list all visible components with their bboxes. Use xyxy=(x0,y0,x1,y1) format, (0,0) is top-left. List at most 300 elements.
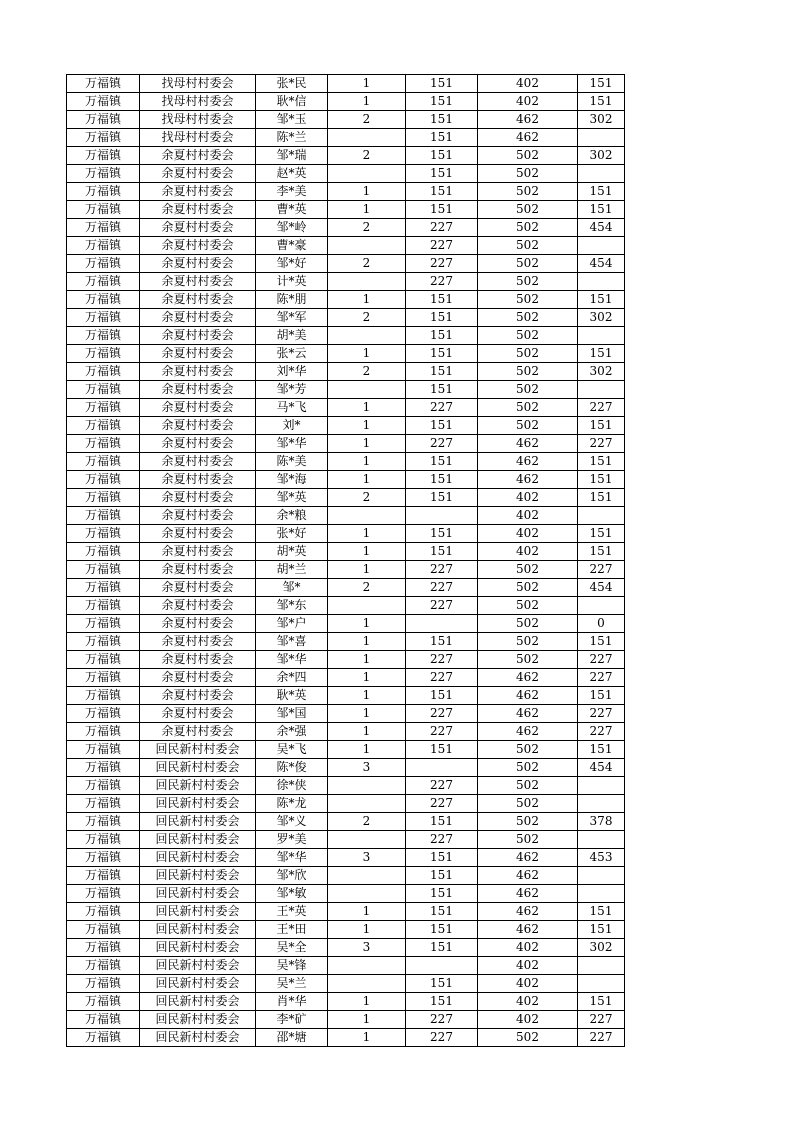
amount-a-cell: 151 xyxy=(406,489,478,507)
village-committee-cell: 余夏村村委会 xyxy=(140,327,256,345)
village-committee-cell: 回民新村村委会 xyxy=(140,867,256,885)
town-cell: 万福镇 xyxy=(67,93,140,111)
total-cell: 151 xyxy=(578,687,625,705)
total-cell xyxy=(578,507,625,525)
town-cell: 万福镇 xyxy=(67,561,140,579)
name-cell: 邹*好 xyxy=(256,255,328,273)
town-cell: 万福镇 xyxy=(67,1011,140,1029)
table-row xyxy=(67,903,625,921)
town-cell: 万福镇 xyxy=(67,327,140,345)
amount-b-cell: 462 xyxy=(478,723,578,741)
amount-b-cell: 462 xyxy=(478,129,578,147)
total-cell: 454 xyxy=(578,579,625,597)
count-cell: 1 xyxy=(328,201,406,219)
total-cell: 454 xyxy=(578,255,625,273)
village-committee-cell: 回民新村村委会 xyxy=(140,885,256,903)
table-row xyxy=(67,633,625,651)
town-cell: 万福镇 xyxy=(67,777,140,795)
amount-a-cell: 151 xyxy=(406,975,478,993)
town-cell: 万福镇 xyxy=(67,867,140,885)
village-committee-cell: 余夏村村委会 xyxy=(140,183,256,201)
village-committee-cell: 找母村村委会 xyxy=(140,75,256,93)
amount-a-cell: 151 xyxy=(406,327,478,345)
town-cell: 万福镇 xyxy=(67,345,140,363)
town-cell: 万福镇 xyxy=(67,579,140,597)
town-cell: 万福镇 xyxy=(67,687,140,705)
amount-a-cell: 151 xyxy=(406,633,478,651)
total-cell: 151 xyxy=(578,183,625,201)
village-committee-cell: 回民新村村委会 xyxy=(140,1029,256,1047)
name-cell: 邹* xyxy=(256,579,328,597)
count-cell: 2 xyxy=(328,489,406,507)
village-committee-cell: 回民新村村委会 xyxy=(140,957,256,975)
total-cell: 454 xyxy=(578,759,625,777)
total-cell: 302 xyxy=(578,111,625,129)
total-cell: 151 xyxy=(578,741,625,759)
total-cell xyxy=(578,885,625,903)
table-row xyxy=(67,957,625,975)
count-cell: 1 xyxy=(328,921,406,939)
town-cell: 万福镇 xyxy=(67,705,140,723)
amount-a-cell: 227 xyxy=(406,219,478,237)
amount-b-cell: 502 xyxy=(478,651,578,669)
amount-b-cell: 502 xyxy=(478,165,578,183)
amount-a-cell: 227 xyxy=(406,1029,478,1047)
amount-b-cell: 462 xyxy=(478,669,578,687)
village-committee-cell: 余夏村村委会 xyxy=(140,453,256,471)
count-cell: 1 xyxy=(328,93,406,111)
village-committee-cell: 余夏村村委会 xyxy=(140,381,256,399)
village-committee-cell: 余夏村村委会 xyxy=(140,615,256,633)
name-cell: 肖*华 xyxy=(256,993,328,1011)
amount-b-cell: 402 xyxy=(478,1011,578,1029)
name-cell: 邹*芳 xyxy=(256,381,328,399)
village-committee-cell: 余夏村村委会 xyxy=(140,633,256,651)
name-cell: 邹*华 xyxy=(256,651,328,669)
town-cell: 万福镇 xyxy=(67,849,140,867)
town-cell: 万福镇 xyxy=(67,939,140,957)
amount-a-cell: 151 xyxy=(406,687,478,705)
table-row xyxy=(67,345,625,363)
amount-b-cell: 502 xyxy=(478,327,578,345)
amount-b-cell: 502 xyxy=(478,777,578,795)
town-cell: 万福镇 xyxy=(67,669,140,687)
amount-a-cell: 227 xyxy=(406,273,478,291)
amount-a-cell: 227 xyxy=(406,795,478,813)
village-committee-cell: 余夏村村委会 xyxy=(140,219,256,237)
count-cell xyxy=(328,777,406,795)
town-cell: 万福镇 xyxy=(67,885,140,903)
amount-a-cell: 151 xyxy=(406,525,478,543)
count-cell: 2 xyxy=(328,255,406,273)
amount-b-cell: 462 xyxy=(478,867,578,885)
count-cell xyxy=(328,957,406,975)
town-cell: 万福镇 xyxy=(67,543,140,561)
name-cell: 邹*欣 xyxy=(256,867,328,885)
town-cell: 万福镇 xyxy=(67,453,140,471)
amount-b-cell: 502 xyxy=(478,759,578,777)
name-cell: 邹*玉 xyxy=(256,111,328,129)
amount-b-cell: 402 xyxy=(478,507,578,525)
table-row xyxy=(67,525,625,543)
total-cell: 151 xyxy=(578,93,625,111)
table-row xyxy=(67,849,625,867)
count-cell: 2 xyxy=(328,219,406,237)
amount-b-cell: 462 xyxy=(478,471,578,489)
name-cell: 邹*岭 xyxy=(256,219,328,237)
amount-a-cell: 151 xyxy=(406,201,478,219)
town-cell: 万福镇 xyxy=(67,435,140,453)
village-committee-cell: 余夏村村委会 xyxy=(140,561,256,579)
count-cell: 2 xyxy=(328,147,406,165)
village-committee-cell: 回民新村村委会 xyxy=(140,759,256,777)
name-cell: 刘* xyxy=(256,417,328,435)
table-row xyxy=(67,795,625,813)
amount-a-cell: 151 xyxy=(406,471,478,489)
amount-b-cell: 462 xyxy=(478,111,578,129)
town-cell: 万福镇 xyxy=(67,759,140,777)
table-row xyxy=(67,273,625,291)
amount-b-cell: 502 xyxy=(478,1029,578,1047)
table-row xyxy=(67,255,625,273)
amount-a-cell: 227 xyxy=(406,723,478,741)
name-cell: 计*英 xyxy=(256,273,328,291)
count-cell xyxy=(328,273,406,291)
town-cell: 万福镇 xyxy=(67,993,140,1011)
village-committee-cell: 回民新村村委会 xyxy=(140,777,256,795)
total-cell: 227 xyxy=(578,435,625,453)
total-cell xyxy=(578,795,625,813)
amount-a-cell: 151 xyxy=(406,75,478,93)
count-cell: 2 xyxy=(328,813,406,831)
count-cell: 1 xyxy=(328,453,406,471)
village-committee-cell: 余夏村村委会 xyxy=(140,255,256,273)
name-cell: 胡*英 xyxy=(256,543,328,561)
total-cell xyxy=(578,597,625,615)
amount-b-cell: 462 xyxy=(478,705,578,723)
town-cell: 万福镇 xyxy=(67,975,140,993)
town-cell: 万福镇 xyxy=(67,255,140,273)
amount-b-cell: 462 xyxy=(478,687,578,705)
village-committee-cell: 回民新村村委会 xyxy=(140,921,256,939)
count-cell: 2 xyxy=(328,111,406,129)
count-cell: 1 xyxy=(328,1011,406,1029)
count-cell xyxy=(328,867,406,885)
amount-a-cell: 151 xyxy=(406,111,478,129)
total-cell: 227 xyxy=(578,723,625,741)
amount-b-cell: 502 xyxy=(478,597,578,615)
name-cell: 余*四 xyxy=(256,669,328,687)
name-cell: 张*好 xyxy=(256,525,328,543)
table-row xyxy=(67,93,625,111)
amount-a-cell: 151 xyxy=(406,129,478,147)
total-cell: 151 xyxy=(578,75,625,93)
name-cell: 邹*户 xyxy=(256,615,328,633)
town-cell: 万福镇 xyxy=(67,957,140,975)
village-committee-cell: 余夏村村委会 xyxy=(140,507,256,525)
name-cell: 吴*全 xyxy=(256,939,328,957)
amount-a-cell: 151 xyxy=(406,903,478,921)
amount-b-cell: 502 xyxy=(478,633,578,651)
village-committee-cell: 余夏村村委会 xyxy=(140,417,256,435)
name-cell: 余*粮 xyxy=(256,507,328,525)
town-cell: 万福镇 xyxy=(67,597,140,615)
name-cell: 赵*英 xyxy=(256,165,328,183)
town-cell: 万福镇 xyxy=(67,147,140,165)
amount-b-cell: 502 xyxy=(478,399,578,417)
total-cell: 151 xyxy=(578,993,625,1011)
amount-a-cell: 151 xyxy=(406,867,478,885)
count-cell xyxy=(328,237,406,255)
count-cell: 1 xyxy=(328,705,406,723)
village-committee-cell: 回民新村村委会 xyxy=(140,903,256,921)
amount-a-cell: 151 xyxy=(406,849,478,867)
amount-a-cell: 151 xyxy=(406,993,478,1011)
total-cell: 227 xyxy=(578,1029,625,1047)
town-cell: 万福镇 xyxy=(67,813,140,831)
amount-a-cell: 227 xyxy=(406,669,478,687)
table-row xyxy=(67,75,625,93)
table-row xyxy=(67,759,625,777)
table-row xyxy=(67,327,625,345)
count-cell: 1 xyxy=(328,183,406,201)
count-cell: 3 xyxy=(328,759,406,777)
town-cell: 万福镇 xyxy=(67,795,140,813)
name-cell: 李*美 xyxy=(256,183,328,201)
village-committee-cell: 余夏村村委会 xyxy=(140,399,256,417)
count-cell: 2 xyxy=(328,363,406,381)
table-row xyxy=(67,921,625,939)
town-cell: 万福镇 xyxy=(67,273,140,291)
town-cell: 万福镇 xyxy=(67,1029,140,1047)
village-committee-cell: 回民新村村委会 xyxy=(140,849,256,867)
table-row xyxy=(67,363,625,381)
name-cell: 陈*美 xyxy=(256,453,328,471)
table-row xyxy=(67,885,625,903)
village-committee-cell: 余夏村村委会 xyxy=(140,471,256,489)
count-cell: 1 xyxy=(328,993,406,1011)
total-cell: 453 xyxy=(578,849,625,867)
total-cell xyxy=(578,867,625,885)
amount-b-cell: 502 xyxy=(478,345,578,363)
table-row xyxy=(67,435,625,453)
count-cell: 1 xyxy=(328,543,406,561)
amount-a-cell: 151 xyxy=(406,417,478,435)
count-cell: 1 xyxy=(328,417,406,435)
total-cell: 302 xyxy=(578,147,625,165)
total-cell: 151 xyxy=(578,201,625,219)
amount-a-cell: 227 xyxy=(406,1011,478,1029)
total-cell: 227 xyxy=(578,1011,625,1029)
count-cell: 1 xyxy=(328,525,406,543)
amount-b-cell: 462 xyxy=(478,903,578,921)
village-committee-cell: 回民新村村委会 xyxy=(140,993,256,1011)
name-cell: 刘*华 xyxy=(256,363,328,381)
count-cell: 1 xyxy=(328,75,406,93)
count-cell xyxy=(328,831,406,849)
town-cell: 万福镇 xyxy=(67,651,140,669)
amount-a-cell: 151 xyxy=(406,543,478,561)
count-cell xyxy=(328,165,406,183)
amount-a-cell xyxy=(406,615,478,633)
name-cell: 邹*海 xyxy=(256,471,328,489)
table-row xyxy=(67,777,625,795)
name-cell: 邹*华 xyxy=(256,435,328,453)
town-cell: 万福镇 xyxy=(67,129,140,147)
amount-a-cell: 151 xyxy=(406,813,478,831)
count-cell: 1 xyxy=(328,633,406,651)
amount-b-cell: 402 xyxy=(478,525,578,543)
name-cell: 李*矿 xyxy=(256,1011,328,1029)
amount-b-cell: 502 xyxy=(478,183,578,201)
amount-b-cell: 502 xyxy=(478,201,578,219)
total-cell xyxy=(578,975,625,993)
total-cell: 151 xyxy=(578,291,625,309)
name-cell: 邹*英 xyxy=(256,489,328,507)
amount-b-cell: 502 xyxy=(478,309,578,327)
table-row xyxy=(67,831,625,849)
count-cell: 1 xyxy=(328,471,406,489)
total-cell: 151 xyxy=(578,633,625,651)
table-row xyxy=(67,237,625,255)
table-row xyxy=(67,471,625,489)
amount-a-cell: 151 xyxy=(406,165,478,183)
total-cell: 227 xyxy=(578,651,625,669)
name-cell: 罗*美 xyxy=(256,831,328,849)
village-committee-cell: 余夏村村委会 xyxy=(140,651,256,669)
table-row xyxy=(67,1029,625,1047)
count-cell: 2 xyxy=(328,309,406,327)
total-cell: 227 xyxy=(578,705,625,723)
amount-a-cell: 151 xyxy=(406,939,478,957)
data-table xyxy=(66,74,625,1047)
amount-b-cell: 502 xyxy=(478,273,578,291)
total-cell xyxy=(578,165,625,183)
village-committee-cell: 余夏村村委会 xyxy=(140,723,256,741)
count-cell: 1 xyxy=(328,903,406,921)
name-cell: 邹*东 xyxy=(256,597,328,615)
amount-b-cell: 402 xyxy=(478,489,578,507)
town-cell: 万福镇 xyxy=(67,633,140,651)
amount-b-cell: 502 xyxy=(478,795,578,813)
total-cell: 151 xyxy=(578,489,625,507)
table-row xyxy=(67,165,625,183)
town-cell: 万福镇 xyxy=(67,489,140,507)
village-committee-cell: 余夏村村委会 xyxy=(140,291,256,309)
count-cell: 1 xyxy=(328,1029,406,1047)
amount-b-cell: 502 xyxy=(478,255,578,273)
town-cell: 万福镇 xyxy=(67,921,140,939)
amount-a-cell: 151 xyxy=(406,921,478,939)
village-committee-cell: 回民新村村委会 xyxy=(140,813,256,831)
table-row xyxy=(67,705,625,723)
name-cell: 耿*英 xyxy=(256,687,328,705)
count-cell: 3 xyxy=(328,849,406,867)
village-committee-cell: 余夏村村委会 xyxy=(140,309,256,327)
table-row xyxy=(67,129,625,147)
total-cell: 151 xyxy=(578,543,625,561)
total-cell xyxy=(578,129,625,147)
total-cell: 151 xyxy=(578,417,625,435)
total-cell xyxy=(578,327,625,345)
amount-b-cell: 502 xyxy=(478,561,578,579)
village-committee-cell: 回民新村村委会 xyxy=(140,741,256,759)
amount-b-cell: 402 xyxy=(478,957,578,975)
table-row xyxy=(67,111,625,129)
village-committee-cell: 余夏村村委会 xyxy=(140,165,256,183)
amount-b-cell: 462 xyxy=(478,885,578,903)
town-cell: 万福镇 xyxy=(67,111,140,129)
count-cell: 1 xyxy=(328,723,406,741)
name-cell: 邹*华 xyxy=(256,849,328,867)
table-row xyxy=(67,975,625,993)
table-row xyxy=(67,687,625,705)
count-cell: 1 xyxy=(328,615,406,633)
count-cell: 3 xyxy=(328,939,406,957)
town-cell: 万福镇 xyxy=(67,381,140,399)
total-cell: 302 xyxy=(578,939,625,957)
total-cell: 227 xyxy=(578,399,625,417)
amount-a-cell: 227 xyxy=(406,237,478,255)
total-cell: 151 xyxy=(578,525,625,543)
name-cell: 徐*侠 xyxy=(256,777,328,795)
total-cell xyxy=(578,381,625,399)
amount-b-cell: 502 xyxy=(478,219,578,237)
amount-a-cell: 227 xyxy=(406,651,478,669)
amount-b-cell: 502 xyxy=(478,237,578,255)
table-row xyxy=(67,399,625,417)
amount-a-cell: 151 xyxy=(406,309,478,327)
table-row xyxy=(67,561,625,579)
amount-a-cell: 227 xyxy=(406,579,478,597)
amount-a-cell: 151 xyxy=(406,93,478,111)
total-cell: 151 xyxy=(578,345,625,363)
name-cell: 陈*朋 xyxy=(256,291,328,309)
amount-a-cell: 227 xyxy=(406,597,478,615)
count-cell: 1 xyxy=(328,651,406,669)
village-committee-cell: 余夏村村委会 xyxy=(140,201,256,219)
count-cell: 1 xyxy=(328,291,406,309)
town-cell: 万福镇 xyxy=(67,237,140,255)
name-cell: 吴*兰 xyxy=(256,975,328,993)
amount-a-cell: 151 xyxy=(406,291,478,309)
town-cell: 万福镇 xyxy=(67,615,140,633)
amount-b-cell: 502 xyxy=(478,615,578,633)
town-cell: 万福镇 xyxy=(67,201,140,219)
name-cell: 曹*英 xyxy=(256,201,328,219)
village-committee-cell: 余夏村村委会 xyxy=(140,705,256,723)
amount-a-cell: 227 xyxy=(406,561,478,579)
village-committee-cell: 回民新村村委会 xyxy=(140,795,256,813)
table-row xyxy=(67,543,625,561)
town-cell: 万福镇 xyxy=(67,165,140,183)
table-row xyxy=(67,201,625,219)
count-cell xyxy=(328,381,406,399)
total-cell: 227 xyxy=(578,561,625,579)
amount-a-cell: 151 xyxy=(406,741,478,759)
table-row xyxy=(67,597,625,615)
name-cell: 陈*俊 xyxy=(256,759,328,777)
town-cell: 万福镇 xyxy=(67,471,140,489)
town-cell: 万福镇 xyxy=(67,219,140,237)
count-cell xyxy=(328,975,406,993)
name-cell: 王*英 xyxy=(256,903,328,921)
table-row xyxy=(67,867,625,885)
table-row xyxy=(67,183,625,201)
count-cell xyxy=(328,885,406,903)
table-row xyxy=(67,579,625,597)
amount-b-cell: 502 xyxy=(478,417,578,435)
